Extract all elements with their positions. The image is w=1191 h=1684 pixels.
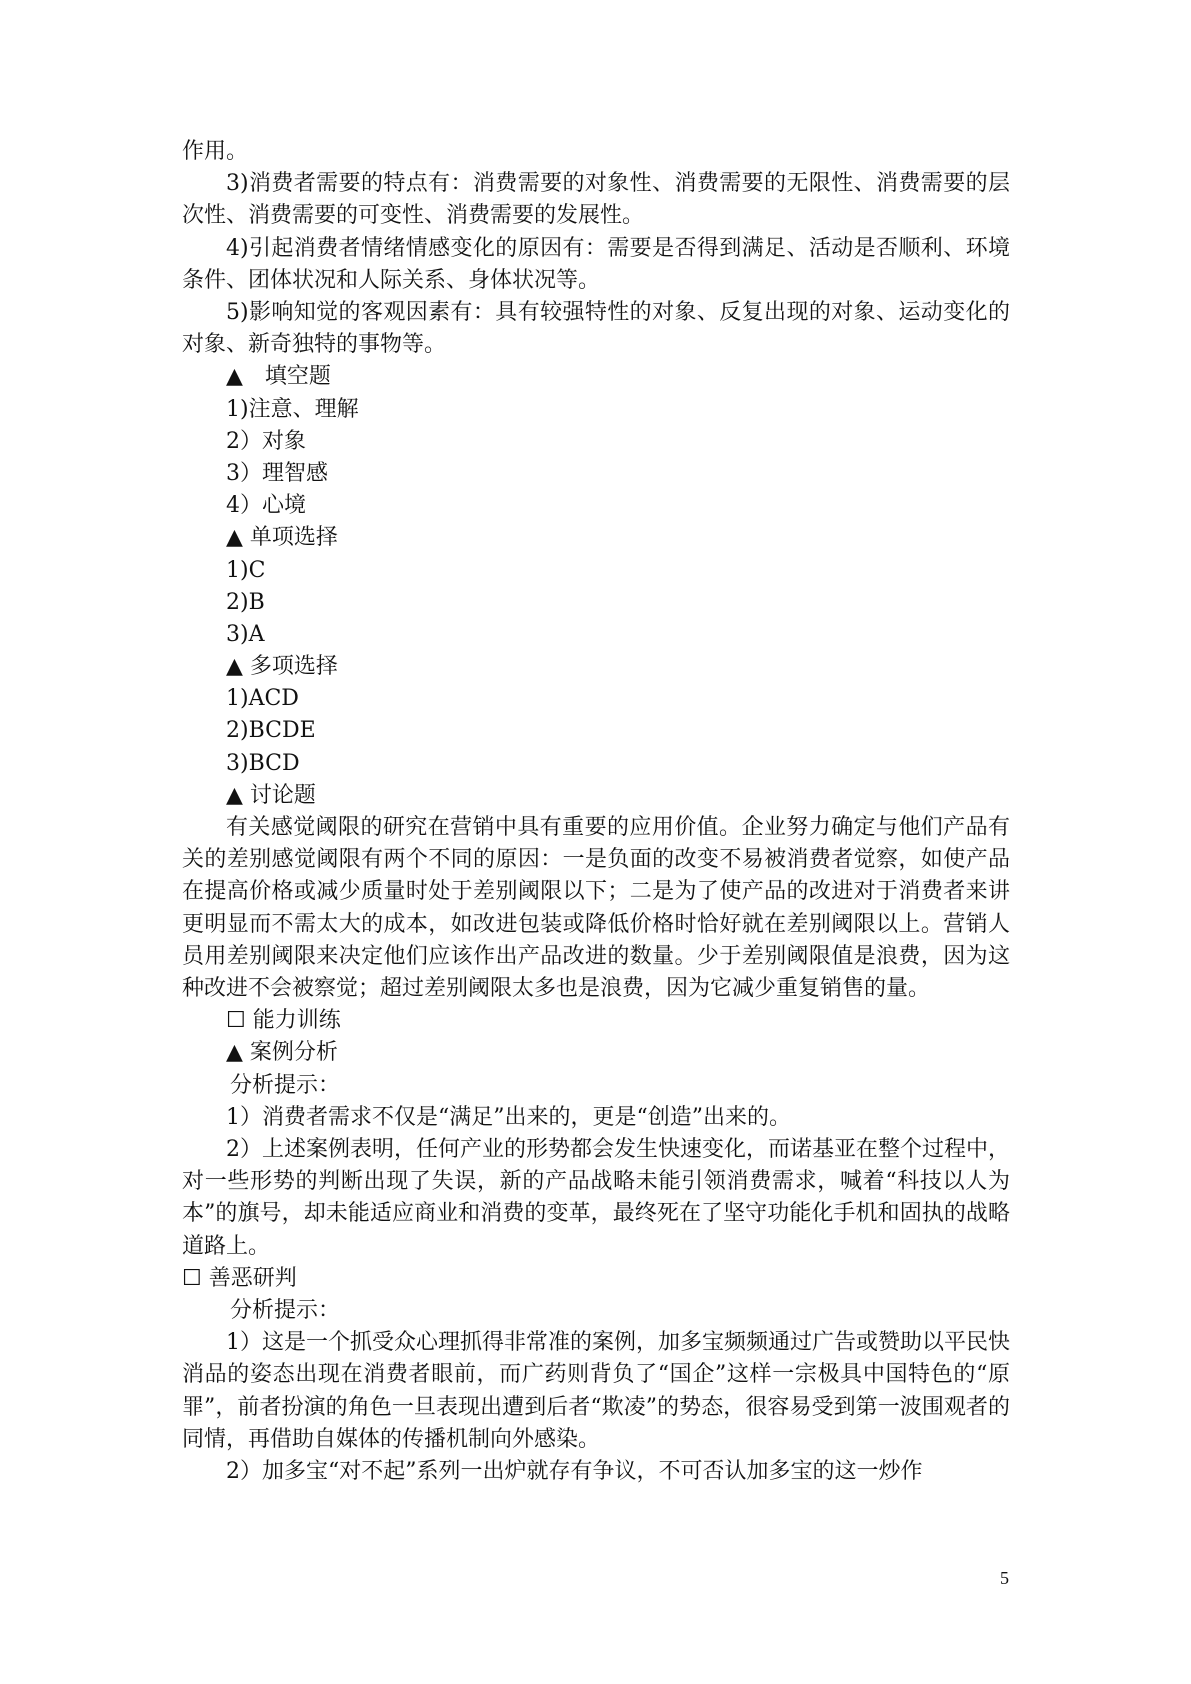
ethics-point-2: 2）加多宝“对不起”系列一出炉就存有争议，不可否认加多宝的这一炒作	[226, 1459, 923, 1485]
section-heading-case-analysis: ▲ 案例分析	[226, 1040, 338, 1066]
single-answer-1: 1)C	[226, 557, 266, 583]
multi-answer-2: 2)BCDE	[226, 718, 316, 744]
fill-answer-4: 4）心境	[226, 493, 306, 519]
section-heading-ability-training: ☐ 能力训练	[226, 1008, 341, 1034]
multi-answer-1: 1)ACD	[226, 686, 299, 712]
section-heading-ethics: ☐ 善恶研判	[182, 1265, 297, 1291]
fill-answer-1: 1)注意、理解	[226, 396, 359, 422]
answer-paragraph-5: 5)影响知觉的客观因素有：具有较强特性的对象、反复出现的对象、运动变化的对象、新奇独特的事物等。	[182, 300, 1010, 358]
ethics-point-1: 1）这是一个抓受众心理抓得非常准的案例，加多宝频频通过广告或赞助以平民快消品的姿态出现在消费者眼前，而广药则背负了“国企”这样一宗极具中国特色的“原罪”，前者扮演的角色一旦表现出遭到后者“欺凌”的势态，很容易受到第一波围观者的同情，再借助自媒体的传播机制向外感染。	[182, 1330, 1010, 1452]
multi-answer-3: 3)BCD	[226, 750, 300, 776]
case-point-2: 2）上述案例表明，任何产业的形势都会发生快速变化，而诺基亚在整个过程中，对一些形势的判断出现了失误，新的产品战略未能引领消费需求，喊着“科技以人为本”的旗号，却未能适应商业和消费的变革，最终死在了坚守功能化手机和固执的战略道路上。	[182, 1137, 1010, 1259]
discussion-paragraph: 有关感觉阈限的研究在营销中具有重要的应用价值。企业努力确定与他们产品有关的差别感觉阈限有两个不同的原因：一是负面的改变不易被消费者觉察，如使产品在提高价格或减少质量时处于差别阈限以下；二是为了使产品的改进对于消费者来讲更明显而不需太大的成本，如改进包装或降低价格时恰好就在差别阈限以上。营销人员用差别阈限来决定他们应该作出产品改进的数量。少于差别阈限值是浪费，因为这种改进不会被察觉；超过差别阈限太多也是浪费，因为它减少重复销售的量。	[182, 815, 1010, 1002]
section-heading-single-choice: ▲ 单项选择	[226, 525, 338, 551]
page-number: 5	[1000, 1568, 1009, 1588]
answer-paragraph-4: 4)引起消费者情绪情感变化的原因有：需要是否得到满足、活动是否顺利、环境条件、团体状况和人际关系、身体状况等。	[182, 235, 1010, 293]
answer-paragraph-3: 3)消费者需要的特点有：消费需要的对象性、消费需要的无限性、消费需要的层次性、消费需要的可变性、消费需要的发展性。	[182, 171, 1010, 229]
single-answer-3: 3)A	[226, 621, 265, 647]
case-point-1: 1）消费者需求不仅是“满足”出来的，更是“创造”出来的。	[226, 1104, 791, 1130]
text-line: 作用。	[182, 139, 249, 164]
document-page	[182, 136, 1010, 1488]
single-answer-2: 2)B	[226, 589, 265, 615]
fill-answer-3: 3）理智感	[226, 460, 328, 486]
section-heading-multi-choice: ▲ 多项选择	[226, 654, 338, 680]
section-heading-fill-in: ▲ 填空题	[226, 364, 331, 390]
analysis-hint-label: 分析提示：	[230, 1298, 341, 1324]
section-heading-discussion: ▲ 讨论题	[226, 782, 316, 808]
fill-answer-2: 2）对象	[226, 428, 306, 454]
analysis-hint-label: 分析提示：	[230, 1072, 341, 1098]
